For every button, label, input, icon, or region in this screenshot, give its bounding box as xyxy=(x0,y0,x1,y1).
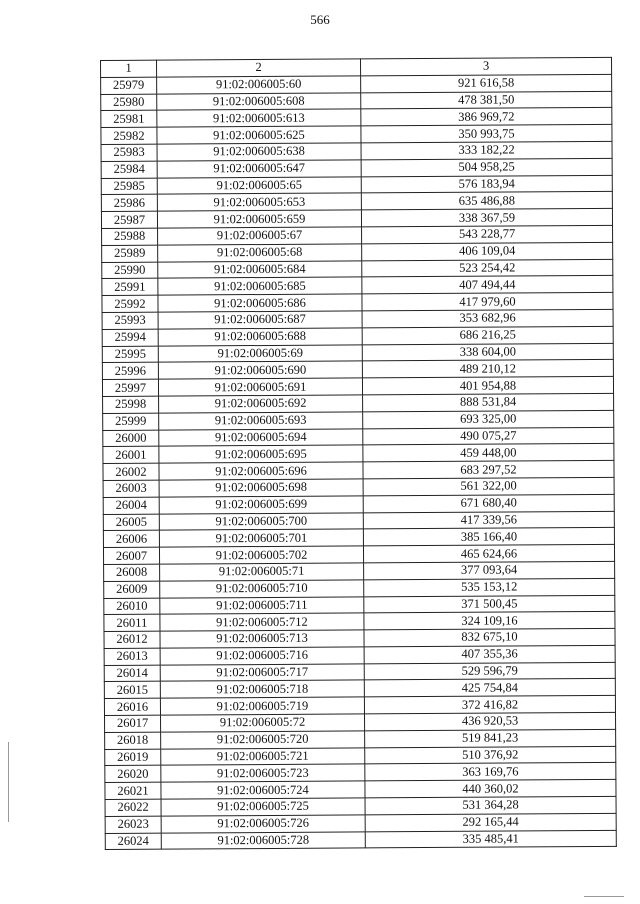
cadastral-number-cell: 91:02:006005:694 xyxy=(159,428,363,446)
row-number-cell: 26012 xyxy=(104,631,160,648)
value-cell: 363 169,76 xyxy=(365,763,616,781)
cadastral-number-cell: 91:02:006005:696 xyxy=(159,462,363,480)
table-row xyxy=(105,830,616,850)
cadastral-number-cell: 91:02:006005:721 xyxy=(161,748,365,766)
cadastral-number-cell: 91:02:006005:710 xyxy=(160,580,364,598)
value-cell: 635 486,88 xyxy=(361,192,612,210)
row-number-cell: 26020 xyxy=(105,766,161,783)
row-number-cell: 26002 xyxy=(103,463,159,480)
value-cell: 686 216,25 xyxy=(362,326,613,344)
cadastral-table xyxy=(100,57,617,851)
cadastral-number-cell: 91:02:006005:690 xyxy=(158,361,362,379)
cadastral-number-cell: 91:02:006005:693 xyxy=(159,412,363,430)
value-cell: 529 596,79 xyxy=(364,662,615,680)
value-cell: 401 954,88 xyxy=(362,377,613,395)
value-cell: 510 376,92 xyxy=(365,746,616,764)
value-cell: 561 322,00 xyxy=(363,477,614,495)
row-number-cell: 25991 xyxy=(102,279,158,296)
cadastral-number-cell: 91:02:006005:688 xyxy=(158,328,362,346)
scan-margin-line xyxy=(8,742,9,822)
cadastral-number-cell: 91:02:006005:701 xyxy=(159,529,363,547)
row-number-cell: 26009 xyxy=(104,581,160,598)
value-cell: 535 153,12 xyxy=(364,578,615,596)
cadastral-number-cell: 91:02:006005:719 xyxy=(160,697,364,715)
value-cell: 407 355,36 xyxy=(364,645,615,663)
value-cell: 371 500,45 xyxy=(364,595,615,613)
cadastral-number-cell: 91:02:006005:686 xyxy=(158,294,362,312)
row-number-cell: 25990 xyxy=(102,262,158,279)
cadastral-number-cell: 91:02:006005:72 xyxy=(161,714,365,732)
row-number-cell: 25981 xyxy=(101,111,157,128)
row-number-cell: 26005 xyxy=(103,514,159,531)
value-cell: 417 979,60 xyxy=(362,293,613,311)
value-cell: 406 109,04 xyxy=(362,242,613,260)
value-cell: 671 680,40 xyxy=(363,494,614,512)
table-container xyxy=(100,57,617,851)
value-cell: 324 109,16 xyxy=(364,612,615,630)
cadastral-number-cell: 91:02:006005:684 xyxy=(158,260,362,278)
row-number-cell: 25992 xyxy=(102,295,158,312)
row-number-cell: 25983 xyxy=(101,144,157,161)
cadastral-number-cell: 91:02:006005:67 xyxy=(158,227,362,245)
row-number-cell: 25996 xyxy=(102,362,158,379)
cadastral-number-cell: 91:02:006005:653 xyxy=(157,193,361,211)
header-col-3: 3 xyxy=(360,57,611,75)
row-number-cell: 25982 xyxy=(101,127,157,144)
cadastral-number-cell: 91:02:006005:726 xyxy=(161,815,365,833)
row-number-cell: 26022 xyxy=(105,799,161,816)
cadastral-number-cell: 91:02:006005:613 xyxy=(157,109,361,127)
value-cell: 338 367,59 xyxy=(361,209,612,227)
row-number-cell: 25989 xyxy=(102,245,158,262)
cadastral-number-cell: 91:02:006005:711 xyxy=(160,596,364,614)
row-number-cell: 25997 xyxy=(102,379,158,396)
cadastral-number-cell: 91:02:006005:720 xyxy=(161,731,365,749)
cadastral-number-cell: 91:02:006005:625 xyxy=(157,126,361,144)
cadastral-number-cell: 91:02:006005:659 xyxy=(157,210,361,228)
row-number-cell: 26000 xyxy=(103,430,159,447)
header-col-2: 2 xyxy=(157,59,361,77)
row-number-cell: 26010 xyxy=(104,598,160,615)
value-cell: 350 993,75 xyxy=(361,125,612,143)
row-number-cell: 26023 xyxy=(105,816,161,833)
value-cell: 459 448,00 xyxy=(363,444,614,462)
row-number-cell: 25995 xyxy=(102,346,158,363)
cadastral-number-cell: 91:02:006005:647 xyxy=(157,160,361,178)
row-number-cell: 25980 xyxy=(101,94,157,111)
cadastral-number-cell: 91:02:006005:608 xyxy=(157,93,361,111)
row-number-cell: 26008 xyxy=(104,564,160,581)
value-cell: 832 675,10 xyxy=(364,628,615,646)
cadastral-number-cell: 91:02:006005:724 xyxy=(161,781,365,799)
value-cell: 519 841,23 xyxy=(365,729,616,747)
row-number-cell: 26014 xyxy=(104,665,160,682)
cadastral-number-cell: 91:02:006005:716 xyxy=(160,647,364,665)
cadastral-number-cell: 91:02:006005:712 xyxy=(160,613,364,631)
cadastral-number-cell: 91:02:006005:687 xyxy=(158,311,362,329)
value-cell: 292 165,44 xyxy=(365,813,616,831)
cadastral-number-cell: 91:02:006005:699 xyxy=(159,496,363,514)
value-cell: 693 325,00 xyxy=(363,410,614,428)
value-cell: 372 416,82 xyxy=(364,696,615,714)
cadastral-number-cell: 91:02:006005:69 xyxy=(158,344,362,362)
header-col-1: 1 xyxy=(101,60,157,77)
row-number-cell: 25985 xyxy=(101,178,157,195)
page-number: 566 xyxy=(310,12,330,27)
cadastral-number-cell: 91:02:006005:725 xyxy=(161,798,365,816)
cadastral-number-cell: 91:02:006005:685 xyxy=(158,277,362,295)
cadastral-number-cell: 91:02:006005:702 xyxy=(159,546,363,564)
value-cell: 377 093,64 xyxy=(364,561,615,579)
value-cell: 353 682,96 xyxy=(362,309,613,327)
row-number-cell: 26004 xyxy=(103,497,159,514)
row-number-cell: 26017 xyxy=(105,715,161,732)
value-cell: 504 958,25 xyxy=(361,158,612,176)
value-cell: 543 228,77 xyxy=(362,225,613,243)
value-cell: 335 485,41 xyxy=(365,830,616,848)
value-cell: 417 339,56 xyxy=(363,511,614,529)
cadastral-number-cell: 91:02:006005:691 xyxy=(158,378,362,396)
row-number-cell: 25999 xyxy=(103,413,159,430)
row-number-cell: 26016 xyxy=(104,698,160,715)
cadastral-number-cell: 91:02:006005:698 xyxy=(159,479,363,497)
row-number-cell: 26011 xyxy=(104,614,160,631)
row-number-cell: 26001 xyxy=(103,446,159,463)
cadastral-number-cell: 91:02:006005:717 xyxy=(160,664,364,682)
cadastral-number-cell: 91:02:006005:638 xyxy=(157,143,361,161)
value-cell: 333 182,22 xyxy=(361,141,612,159)
value-cell: 425 754,84 xyxy=(364,679,615,697)
cadastral-number-cell: 91:02:006005:68 xyxy=(158,244,362,262)
value-cell: 531 364,28 xyxy=(365,796,616,814)
value-cell: 478 381,50 xyxy=(361,91,612,109)
row-number-cell: 26021 xyxy=(105,782,161,799)
value-cell: 576 183,94 xyxy=(361,175,612,193)
row-number-cell: 26018 xyxy=(105,732,161,749)
value-cell: 683 297,52 xyxy=(363,460,614,478)
cadastral-number-cell: 91:02:006005:713 xyxy=(160,630,364,648)
value-cell: 440 360,02 xyxy=(365,780,616,798)
row-number-cell: 26007 xyxy=(103,547,159,564)
cadastral-number-cell: 91:02:006005:695 xyxy=(159,445,363,463)
value-cell: 523 254,42 xyxy=(362,259,613,277)
cadastral-number-cell: 91:02:006005:728 xyxy=(161,832,365,850)
value-cell: 386 969,72 xyxy=(361,108,612,126)
value-cell: 489 210,12 xyxy=(362,360,613,378)
value-cell: 385 166,40 xyxy=(363,528,614,546)
row-number-cell: 25979 xyxy=(101,77,157,94)
cadastral-number-cell: 91:02:006005:60 xyxy=(157,76,361,94)
row-number-cell: 25994 xyxy=(102,329,158,346)
row-number-cell: 25988 xyxy=(102,228,158,245)
cadastral-number-cell: 91:02:006005:723 xyxy=(161,764,365,782)
row-number-cell: 26003 xyxy=(103,480,159,497)
value-cell: 921 616,58 xyxy=(361,74,612,92)
value-cell: 338 604,00 xyxy=(362,343,613,361)
value-cell: 436 920,53 xyxy=(364,712,615,730)
row-number-cell: 26006 xyxy=(103,530,159,547)
row-number-cell: 25984 xyxy=(101,161,157,178)
row-number-cell: 25986 xyxy=(101,195,157,212)
row-number-cell: 26015 xyxy=(104,682,160,699)
row-number-cell: 25998 xyxy=(103,396,159,413)
scan-edge-mark xyxy=(584,896,624,897)
row-number-cell: 25993 xyxy=(102,312,158,329)
cadastral-number-cell: 91:02:006005:692 xyxy=(159,395,363,413)
cadastral-number-cell: 91:02:006005:718 xyxy=(160,680,364,698)
value-cell: 490 075,27 xyxy=(363,427,614,445)
value-cell: 465 624,66 xyxy=(363,544,614,562)
cadastral-number-cell: 91:02:006005:700 xyxy=(159,512,363,530)
row-number-cell: 26019 xyxy=(105,749,161,766)
row-number-cell: 26013 xyxy=(104,648,160,665)
row-number-cell: 25987 xyxy=(101,211,157,228)
cadastral-number-cell: 91:02:006005:71 xyxy=(160,563,364,581)
table-body xyxy=(101,74,617,850)
row-number-cell: 26024 xyxy=(105,833,161,850)
value-cell: 888 531,84 xyxy=(363,393,614,411)
cadastral-number-cell: 91:02:006005:65 xyxy=(157,176,361,194)
value-cell: 407 494,44 xyxy=(362,276,613,294)
